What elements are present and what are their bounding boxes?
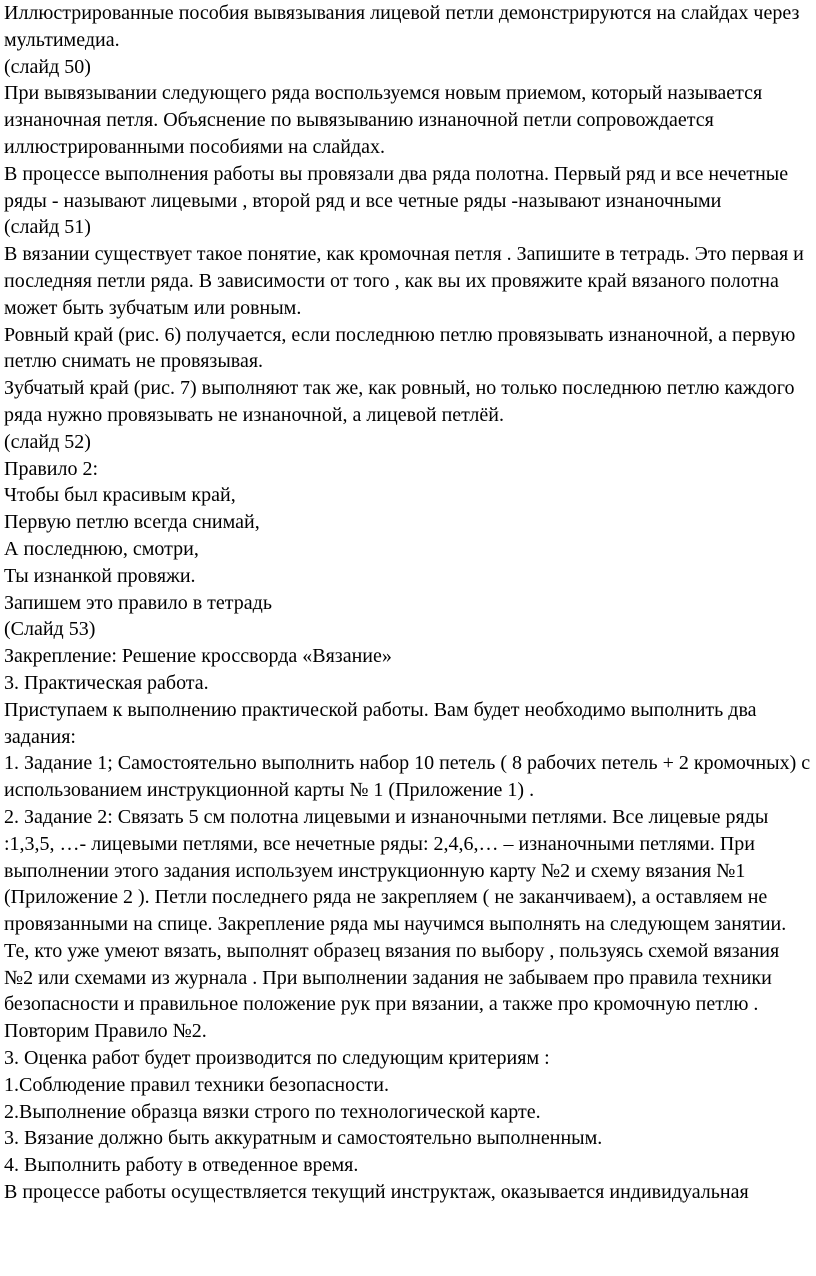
- rule-2-line-4: Ты изнанкой провяжи.: [4, 564, 196, 587]
- criterion-3: 3. Вязание должно быть аккуратным и самостоятельно выполненным.: [4, 1127, 603, 1150]
- paragraph-practical-intro: Приступаем к выполнению практической работы. Вам будет необходимо выполнить два задания:: [4, 698, 757, 748]
- paragraph-edge-stitch: В вязании существует такое понятие, как кромочная петля . Запишите в тетрадь. Это первая и последняя петли ряда. В зависимости от того , как вы их провяжите край вязаного полотна может быть зубчатым или ровным.: [4, 243, 804, 319]
- rule-2-line-3: А последнюю, смотри,: [4, 537, 199, 560]
- paragraph-current-instruction: В процессе работы осуществляется текущий инструктаж, оказывается индивидуальная: [4, 1181, 749, 1204]
- paragraph-toothed-edge: Зубчатый край (рис. 7) выполняют так же, как ровный, но только последнюю петлю каждого ряда нужно провязывать не изнаночной, а лицевой петлёй.: [4, 377, 795, 426]
- criterion-2: 2.Выполнение образца вязки строго по технологической карте.: [4, 1100, 541, 1123]
- slide-ref-53: (Слайд 53): [4, 618, 96, 641]
- slide-ref-51: (слайд 51): [4, 216, 91, 239]
- paragraph-purl-stitch-intro: При вывязывании следующего ряда воспользуемся новым приемом, который называется изнаночная петля. Объяснение по вывязыванию изнаночной петли сопровождается иллюстрированными пособиями на слайдах.: [4, 82, 763, 158]
- paragraph-task-2: 2. Задание 2: Связать 5 см полотна лицевыми и изнаночными петлями. Все лицевые ряды :1,3,5, …- лицевыми петлями, все нечетные ряды: 2,4,6,… – изнаночными петлями. При выполнении этого задания используем инструкционную карту №2 и схему вязания №1 (Приложение 2 ). Петли последнего ряда не закрепляем ( не заканчиваем), а оставляем не провязанными на спице. Закрепление ряда мы научимся выполнять на следующем занятии. Те, кто уже умеют вязать, выполнят образец вязания по выбору , пользуясь схемой вязания №2 или схемами из журнала . При выполнении задания не забываем про правила техники безопасности и правильное положение рук при вязании, а также про кромочную петлю . Повторим Правило №2.: [4, 805, 787, 1043]
- rule-2-line-1: Чтобы был красивым край,: [4, 484, 236, 507]
- paragraph-write-rule: Запишем это правило в тетрадь: [4, 591, 272, 614]
- rule-2-line-2: Первую петлю всегда снимай,: [4, 511, 260, 534]
- criterion-1: 1.Соблюдение правил техники безопасности.: [4, 1073, 389, 1096]
- slide-ref-52: (слайд 52): [4, 430, 91, 453]
- paragraph-task-1: 1. Задание 1; Самостоятельно выполнить набор 10 петель ( 8 рабочих петель + 2 кромочных) с использованием инструкционной карты № 1 (Приложение 1) .: [4, 752, 811, 802]
- slide-ref-50: (слайд 50): [4, 55, 91, 78]
- section-heading-practical-work: 3. Практическая работа.: [4, 671, 209, 694]
- paragraph-crossword: Закрепление: Решение кроссворда «Вязание»: [4, 645, 392, 668]
- paragraph-illustrated-aids: Иллюстрированные пособия вывязывания лицевой петли демонстрируются на слайдах через мультимедиа.: [4, 2, 800, 51]
- paragraph-even-edge: Ровный край (рис. 6) получается, если последнюю петлю провязывать изнаночной, а первую петлю снимать не провязывая.: [4, 323, 796, 373]
- rule-2-heading: Правило 2:: [4, 457, 99, 480]
- paragraph-rows-explanation: В процессе выполнения работы вы провязали два ряда полотна. Первый ряд и все нечетные ряды - называют лицевыми , второй ряд и все четные ряды -называют изнаночными: [4, 162, 789, 212]
- paragraph-evaluation-criteria: 3. Оценка работ будет производится по следующим критериям :: [4, 1047, 550, 1070]
- criterion-4: 4. Выполнить работу в отведенное время.: [4, 1154, 359, 1177]
